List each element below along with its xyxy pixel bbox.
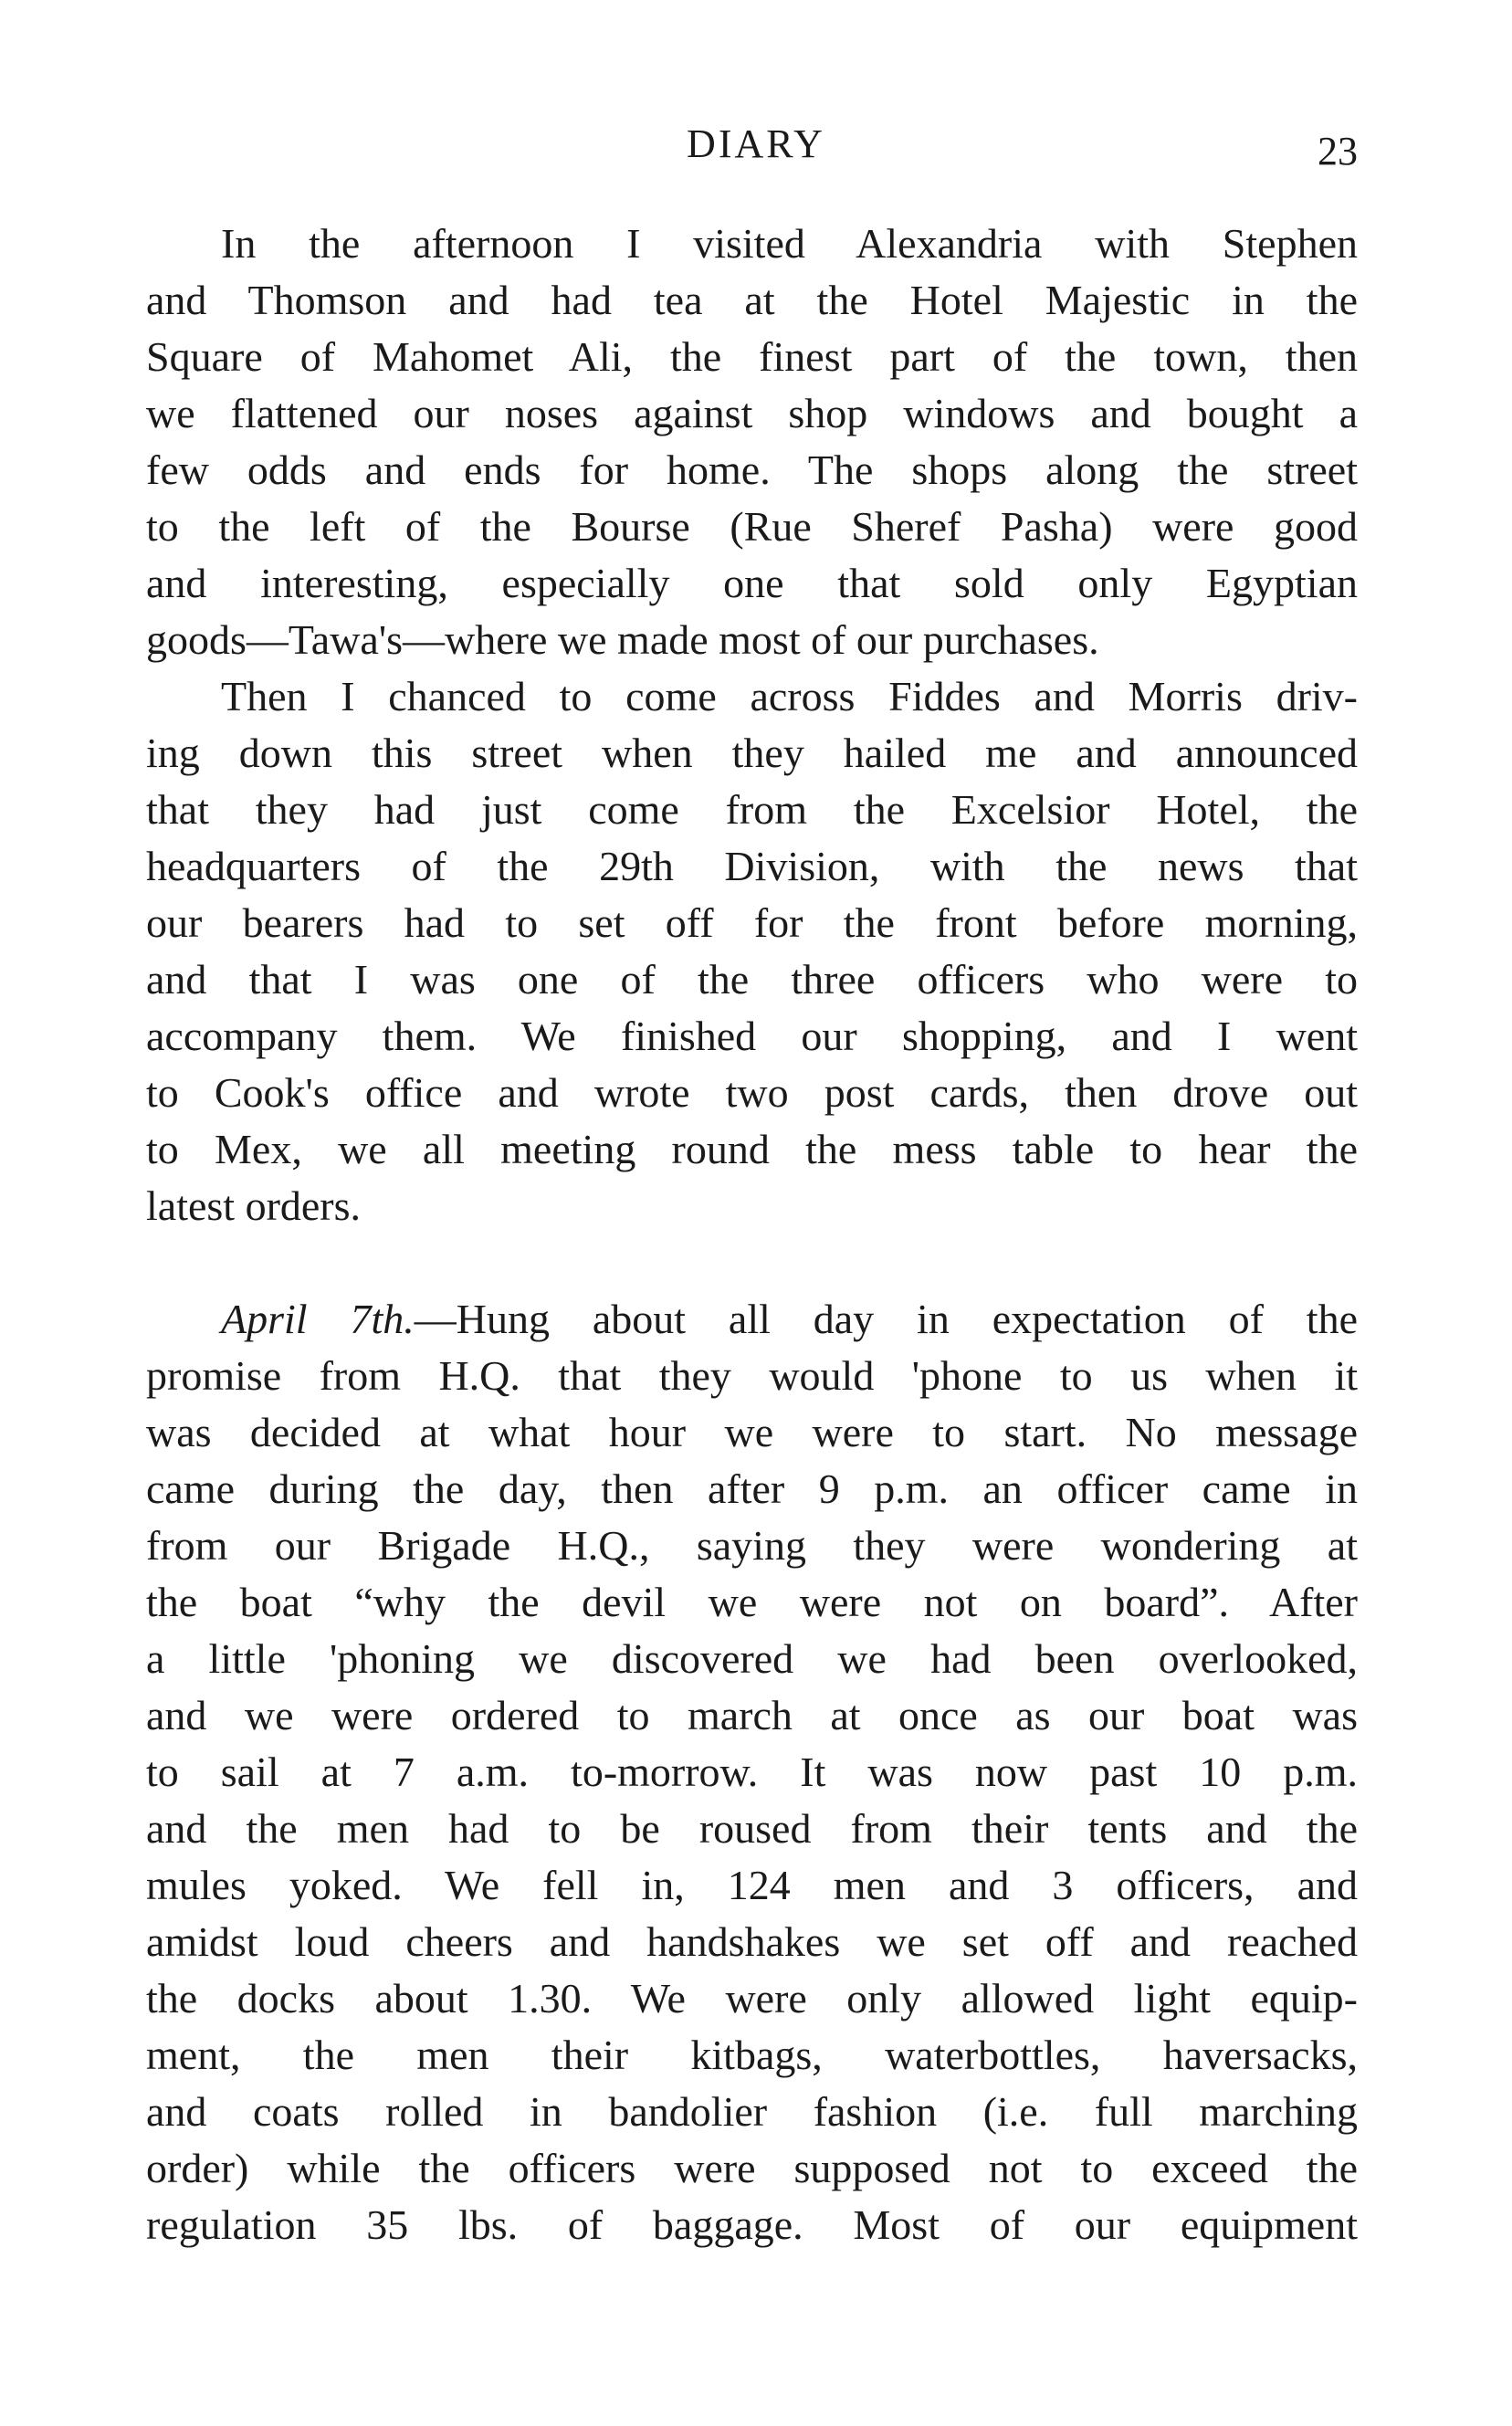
line-text: mules yoked. We fell in, 124 men and 3 officers, and bbox=[146, 1862, 1358, 1908]
text-line bbox=[146, 1121, 1358, 1178]
text-line bbox=[146, 1857, 1358, 1914]
line-text: accompany them. We finished our shopping, and I went bbox=[146, 1013, 1358, 1059]
line-text: order) while the officers were supposed not to exceed the bbox=[146, 2145, 1358, 2191]
line-text: goods—Tawa's—where we made most of our purchases. bbox=[146, 616, 1099, 663]
text-line bbox=[221, 1291, 1358, 1348]
text-line bbox=[146, 782, 1358, 838]
text-line bbox=[146, 1461, 1358, 1518]
text-line bbox=[146, 1744, 1358, 1801]
line-text: was decided at what hour we were to start. No message bbox=[146, 1409, 1358, 1455]
text-line bbox=[146, 1801, 1358, 1857]
line-text: to sail at 7 a.m. to-morrow. It was now past 10 p.m. bbox=[146, 1749, 1358, 1795]
line-text: amidst loud cheers and handshakes we set off and reached bbox=[146, 1918, 1358, 1965]
line-text: the boat “why the devil we were not on board”. After bbox=[146, 1579, 1358, 1625]
line-text: Then I chanced to come across Fiddes and Morris driv- bbox=[221, 673, 1358, 719]
line-text: and we were ordered to march at once as our boat was bbox=[146, 1692, 1358, 1738]
line-text: In the afternoon I visited Alexandria with Stephen bbox=[221, 220, 1358, 267]
line-text: and that I was one of the three officers who were to bbox=[146, 956, 1358, 1003]
line-text: regulation 35 lbs. of baggage. Most of our equipment bbox=[146, 2201, 1358, 2248]
line-text: came during the day, then after 9 p.m. an officer came in bbox=[146, 1465, 1358, 1512]
text-line bbox=[146, 1008, 1358, 1065]
entry-date: April 7th. bbox=[221, 1296, 415, 1342]
text-line bbox=[146, 1631, 1358, 1687]
text-line bbox=[146, 385, 1358, 442]
line-text: —Hung about all day in expectation of the bbox=[414, 1296, 1359, 1342]
line-text: our bearers had to set off for the front before morning, bbox=[146, 899, 1358, 946]
text-line bbox=[146, 2197, 1358, 2253]
line-text: a little 'phoning we discovered we had been overlooked, bbox=[146, 1635, 1358, 1682]
line-text: ing down this street when they hailed me and announced bbox=[146, 730, 1358, 776]
line-text: the docks about 1.30. We were only allowed light equip- bbox=[146, 1975, 1358, 2022]
text-line bbox=[146, 1970, 1358, 2027]
text-line bbox=[146, 2027, 1358, 2084]
line-text: that they had just come from the Excelsior Hotel, the bbox=[146, 786, 1358, 833]
line-text: to Mex, we all meeting round the mess table to hear the bbox=[146, 1126, 1358, 1172]
line-text: we flattened our noses against shop windows and bought a bbox=[146, 390, 1358, 436]
text-line bbox=[146, 499, 1358, 555]
text-line bbox=[146, 2084, 1358, 2140]
text-line bbox=[146, 1574, 1358, 1631]
line-text: headquarters of the 29th Division, with the news that bbox=[146, 843, 1358, 889]
line-text: and coats rolled in bandolier fashion (i.e. full marching bbox=[146, 2088, 1358, 2135]
text-line bbox=[146, 1178, 1358, 1234]
text-line bbox=[146, 272, 1358, 329]
line-text: and Thomson and had tea at the Hotel Majestic in the bbox=[146, 277, 1358, 323]
line-text: promise from H.Q. that they would 'phone to us when it bbox=[146, 1352, 1358, 1399]
running-head: DIARY bbox=[687, 121, 825, 166]
text-line bbox=[146, 2140, 1358, 2197]
text-line bbox=[146, 1687, 1358, 1744]
text-line bbox=[146, 1348, 1358, 1404]
line-text: ment, the men their kitbags, waterbottles, haversacks, bbox=[146, 2032, 1358, 2078]
line-text: few odds and ends for home. The shops along the street bbox=[146, 446, 1358, 493]
text-line bbox=[146, 1065, 1358, 1121]
line-text: and the men had to be roused from their tents and the bbox=[146, 1805, 1358, 1852]
text-line bbox=[146, 329, 1358, 385]
text-line bbox=[146, 951, 1358, 1008]
text-line bbox=[221, 215, 1358, 272]
text-line bbox=[221, 668, 1358, 725]
line-text: from our Brigade H.Q., saying they were wondering at bbox=[146, 1522, 1358, 1569]
line-text: latest orders. bbox=[146, 1182, 362, 1229]
text-line bbox=[146, 1404, 1358, 1461]
text-line bbox=[146, 1914, 1358, 1970]
text-line bbox=[146, 725, 1358, 782]
line-text: to Cook's office and wrote two post cards, then drove out bbox=[146, 1069, 1358, 1116]
line-text: and interesting, especially one that sold only Egyptian bbox=[146, 560, 1358, 606]
text-line bbox=[146, 838, 1358, 895]
line-text: to the left of the Bourse (Rue Sheref Pasha) were good bbox=[146, 503, 1358, 550]
text-line bbox=[146, 442, 1358, 499]
page-number: 23 bbox=[1318, 129, 1358, 173]
text-line bbox=[146, 1518, 1358, 1574]
text-line bbox=[146, 895, 1358, 951]
line-text: Square of Mahomet Ali, the finest part of the town, then bbox=[146, 333, 1358, 380]
text-line bbox=[146, 555, 1358, 612]
text-line bbox=[146, 612, 1358, 668]
